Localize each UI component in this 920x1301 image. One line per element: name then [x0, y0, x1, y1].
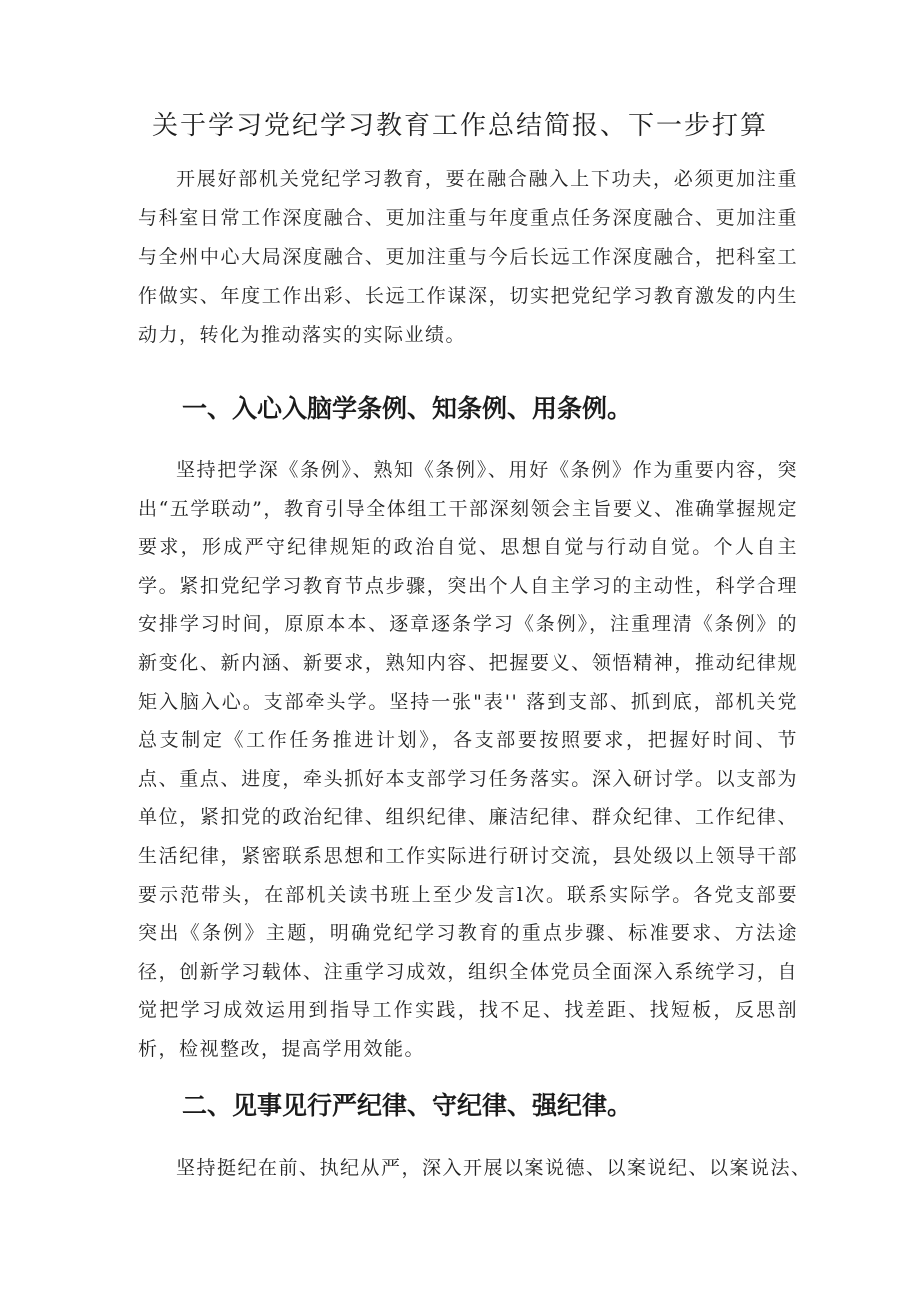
document-title: 关于学习党纪学习教育工作总结简报、下一步打算 [151, 111, 768, 141]
section-2-body: 坚持挺纪在前、执纪从严，深入开展以案说德、以案说纪、以案说法、 [176, 1157, 812, 1179]
section-2-heading: 二、见事见行严纪律、守纪律、强纪律。 [182, 1091, 633, 1120]
section-1-heading: 一、入心入脑学条例、知条例、用条例。 [182, 394, 633, 423]
intro-paragraph: 开展好部机关党纪学习教育，要在融合融入上下功夫，必须更加注重与科室日常工作深度融合、更加注重与年度重点任务深度融合、更加注重与全州中心大局深度融合、更加注重与今后长远工作深度融合，把科室工作做实、年度工作出彩、长远工作谋深，切实把党纪学习教育激发的内生动力，转化为推动落实的实际业绩。 [138, 168, 798, 346]
section-1-body: 坚持把学深《条例》、熟知《条例》、用好《条例》作为重要内容，突出“五学联动”，教育引导全体组工干部深刻领会主旨要义、准确掌握规定要求，形成严守纪律规矩的政治自觉、思想自觉与行动自觉。个人自主学。紧扣党纪学习教育节点步骤，突出个人自主学习的主动性，科学合理安排学习时间，原原本本、逐章逐条学习《条例》，注重理清《条例》的新变化、新内涵、新要求，熟知内容、把握要义、领悟精神，推动纪律规矩入脑入心。支部牵头学。坚持一张"表'' 落到支部、抓到底，部机关党总支制定《工作任务推进计划》，各支部要按照要求，把握好时间、节点、重点、进度，牵头抓好本支部学习任务落实。深入研讨学。以支部为单位，紧扣党的政治纪律、组织纪律、廉洁纪律、群众纪律、工作纪律、生活纪律，紧密联系思想和工作实际进行研讨交流，县处级以上领导干部要示范带头，在部机关读书班上至少发言l次。联系实际学。各党支部要突出《条例》主题，明确党纪学习教育的重点步骤、标准要求、方法途径，创新学习载体、注重学习成效，组织全体党员全面深入系统学习，自觉把学习成效运用到指导工作实践，找不足、找差距、找短板，反思剖析，检视整改，提高学用效能。 [138, 459, 798, 1060]
